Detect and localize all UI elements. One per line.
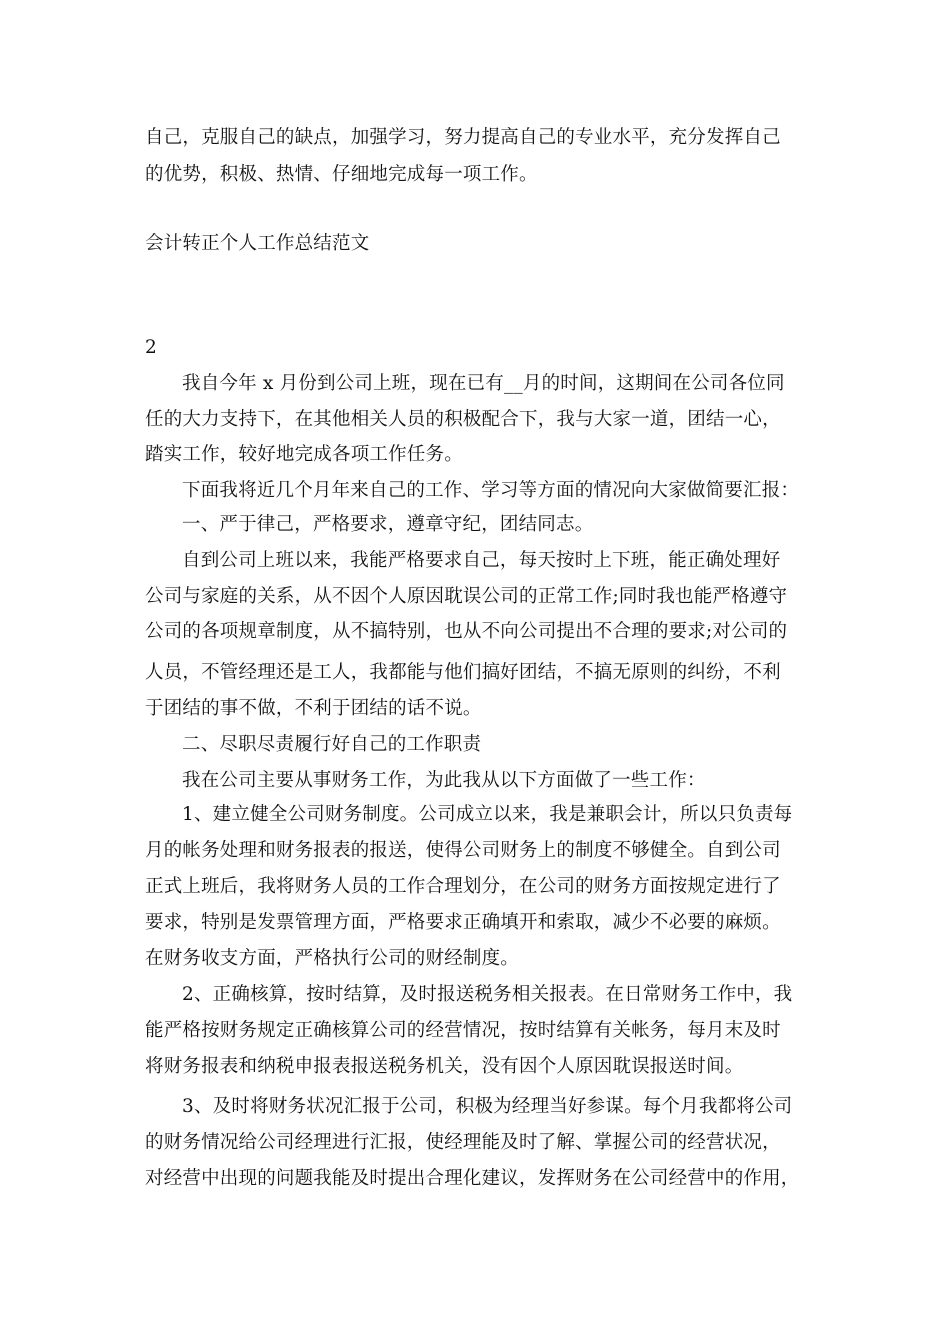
body-line-3: 踏实工作，较好地完成各项工作任务。 bbox=[145, 444, 463, 465]
body-line-1: 我自今年 x 月份到公司上班，现在已有__月的时间，这期间在公司各位同 bbox=[182, 373, 785, 394]
body-line-18: 2、正确核算，按时结算，及时报送税务相关报表。在日常财务工作中，我 bbox=[182, 984, 793, 1005]
body-line-8: 公司的各项规章制度，从不搞特别，也从不向公司提出不合理的要求;对公司的 bbox=[145, 621, 788, 642]
intro-line-2: 的优势，积极、热情、仔细地完成每一项工作。 bbox=[145, 164, 538, 185]
body-line-17: 在财务收支方面，严格执行公司的财经制度。 bbox=[145, 948, 520, 969]
body-line-6: 自到公司上班以来，我能严格要求自己，每天按时上下班，能正确处理好 bbox=[182, 550, 781, 571]
body-line-13: 1、建立健全公司财务制度。公司成立以来，我是兼职会计，所以只负责每 bbox=[182, 804, 793, 825]
body-line-19: 能严格按财务规定正确核算公司的经营情况，按时结算有关帐务，每月末及时 bbox=[145, 1020, 781, 1041]
body-line-9: 人员，不管经理还是工人，我都能与他们搞好团结，不搞无原则的纠纷，不利 bbox=[145, 662, 781, 683]
body-line-20: 将财务报表和纳税申报表报送税务机关，没有因个人原因耽误报送时间。 bbox=[145, 1056, 744, 1077]
body-line-22: 的财务情况给公司经理进行汇报，使经理能及时了解、掌握公司的经营状况， bbox=[145, 1132, 781, 1153]
body-line-14: 月的帐务处理和财务报表的报送，使得公司财务上的制度不够健全。自到公司 bbox=[145, 840, 781, 861]
document-title: 会计转正个人工作总结范文 bbox=[145, 233, 370, 254]
body-line-21: 3、及时将财务状况汇报于公司，积极为经理当好参谋。每个月我都将公司 bbox=[182, 1096, 793, 1117]
section-heading-1: 一、严于律己，严格要求，遵章守纪，团结同志。 bbox=[182, 514, 594, 535]
body-line-15: 正式上班后，我将财务人员的工作合理划分，在公司的财务方面按规定进行了 bbox=[145, 876, 781, 897]
body-line-16: 要求，特别是发票管理方面，严格要求正确填开和索取，减少不必要的麻烦。 bbox=[145, 912, 781, 933]
intro-line-1: 自己，克服自己的缺点，加强学习，努力提高自己的专业水平，充分发挥自己 bbox=[145, 127, 781, 148]
body-line-12: 我在公司主要从事财务工作，为此我从以下方面做了一些工作： bbox=[182, 770, 706, 791]
body-line-10: 于团结的事不做，不利于团结的话不说。 bbox=[145, 698, 482, 719]
body-line-2: 任的大力支持下，在其他相关人员的积极配合下，我与大家一道，团结一心， bbox=[145, 409, 781, 430]
section-heading-2: 二、尽职尽责履行好自己的工作职责 bbox=[182, 734, 482, 755]
section-number: 2 bbox=[145, 337, 157, 358]
body-line-4: 下面我将近几个月年来自己的工作、学习等方面的情况向大家做简要汇报： bbox=[182, 480, 800, 501]
body-line-23: 对经营中出现的问题我能及时提出合理化建议，发挥财务在公司经营中的作用， bbox=[145, 1168, 800, 1189]
body-line-7: 公司与家庭的关系，从不因个人原因耽误公司的正常工作;同时我也能严格遵守 bbox=[145, 586, 788, 607]
